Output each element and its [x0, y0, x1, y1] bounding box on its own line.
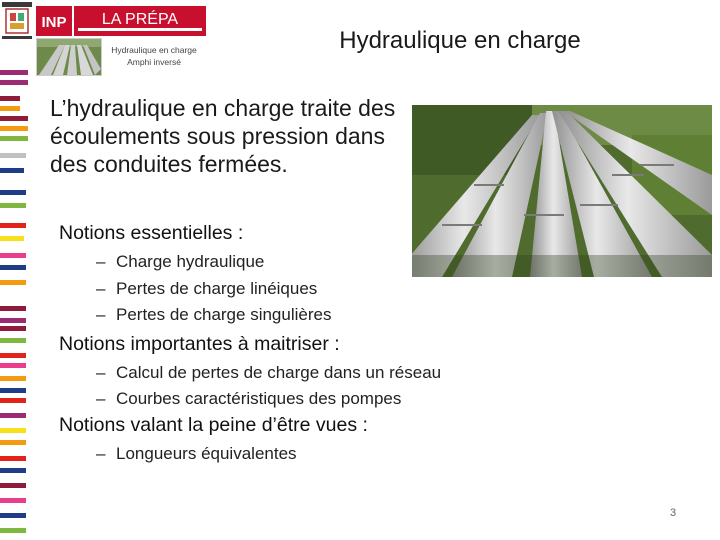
bullet-dash: – [96, 305, 106, 324]
intro-paragraph: L’hydraulique en charge traite des écoulements sous pression dans des conduites fermées. [50, 95, 396, 177]
decorative-stripe [0, 413, 26, 418]
decorative-stripe [0, 223, 26, 228]
decorative-stripe [0, 253, 26, 258]
decorative-stripe [0, 70, 28, 75]
decorative-stripe [0, 388, 26, 393]
bullet-text: Longueurs équivalentes [116, 444, 297, 463]
decorative-stripe [0, 190, 26, 195]
university-crest-icon [0, 0, 34, 44]
bullet-item [96, 363, 441, 383]
decorative-stripe [0, 96, 20, 101]
decorative-stripe [0, 280, 26, 285]
slide-title: Hydraulique en charge [339, 27, 581, 54]
decorative-stripe [0, 363, 26, 368]
decorative-stripe [0, 136, 28, 141]
decorative-stripe [0, 236, 24, 241]
bullet-dash: – [96, 444, 106, 463]
bullet-item [96, 279, 317, 299]
bullet-dash: – [96, 279, 106, 298]
bullet-item [96, 389, 401, 409]
decorative-stripe [0, 528, 26, 533]
decorative-stripe [0, 456, 26, 461]
decorative-stripe [0, 203, 26, 208]
section-title-importantes: Notions importantes à maitriser : [59, 333, 340, 355]
decorative-stripe-bar [0, 58, 28, 540]
inp-logo-mark: INP [41, 14, 67, 31]
penstock-pipes-photo [412, 105, 712, 277]
bullet-text: Pertes de charge singulières [116, 305, 332, 324]
decorative-stripe [0, 326, 26, 331]
la-prepa-logo-text: LA PRÉPA [101, 11, 179, 28]
decorative-stripe [0, 168, 24, 173]
bullet-item [96, 252, 264, 272]
decorative-stripe [0, 106, 20, 111]
decorative-stripe [0, 126, 28, 131]
section-title-essentielles: Notions essentielles : [59, 222, 244, 244]
bullet-text: Charge hydraulique [116, 252, 265, 271]
section-title-valant-la-peine: Notions valant la peine d’être vues : [59, 414, 368, 436]
decorative-stripe [0, 440, 26, 445]
bullet-text: Pertes de charge linéiques [116, 279, 318, 298]
decorative-stripe [0, 153, 26, 158]
bullet-dash: – [96, 363, 106, 382]
decorative-stripe [0, 468, 26, 473]
page-number: 3 [669, 507, 677, 519]
header-subtitle [104, 44, 204, 68]
decorative-stripe [0, 318, 26, 323]
decorative-stripe [0, 513, 26, 518]
bullet-dash: – [96, 252, 106, 271]
inp-la-prepa-logo [36, 6, 206, 36]
decorative-stripe [0, 428, 26, 433]
decorative-stripe [0, 498, 26, 503]
decorative-stripe [0, 265, 26, 270]
bullet-item [96, 444, 297, 464]
decorative-stripe [0, 338, 26, 343]
pipes-thumbnail-image [36, 38, 102, 76]
decorative-stripe [0, 398, 26, 403]
header-subtitle-line2: Amphi inversé [127, 57, 181, 67]
bullet-item [96, 305, 331, 325]
bullet-dash: – [96, 389, 106, 408]
bullet-text: Calcul de pertes de charge dans un réseau [116, 363, 442, 382]
decorative-stripe [0, 376, 26, 381]
decorative-stripe [0, 353, 26, 358]
bullet-text: Courbes caractéristiques des pompes [116, 389, 402, 408]
decorative-stripe [0, 306, 26, 311]
decorative-stripe [0, 116, 28, 121]
header-subtitle-line1: Hydraulique en charge [111, 45, 197, 55]
decorative-stripe [0, 80, 28, 85]
decorative-stripe [0, 483, 26, 488]
